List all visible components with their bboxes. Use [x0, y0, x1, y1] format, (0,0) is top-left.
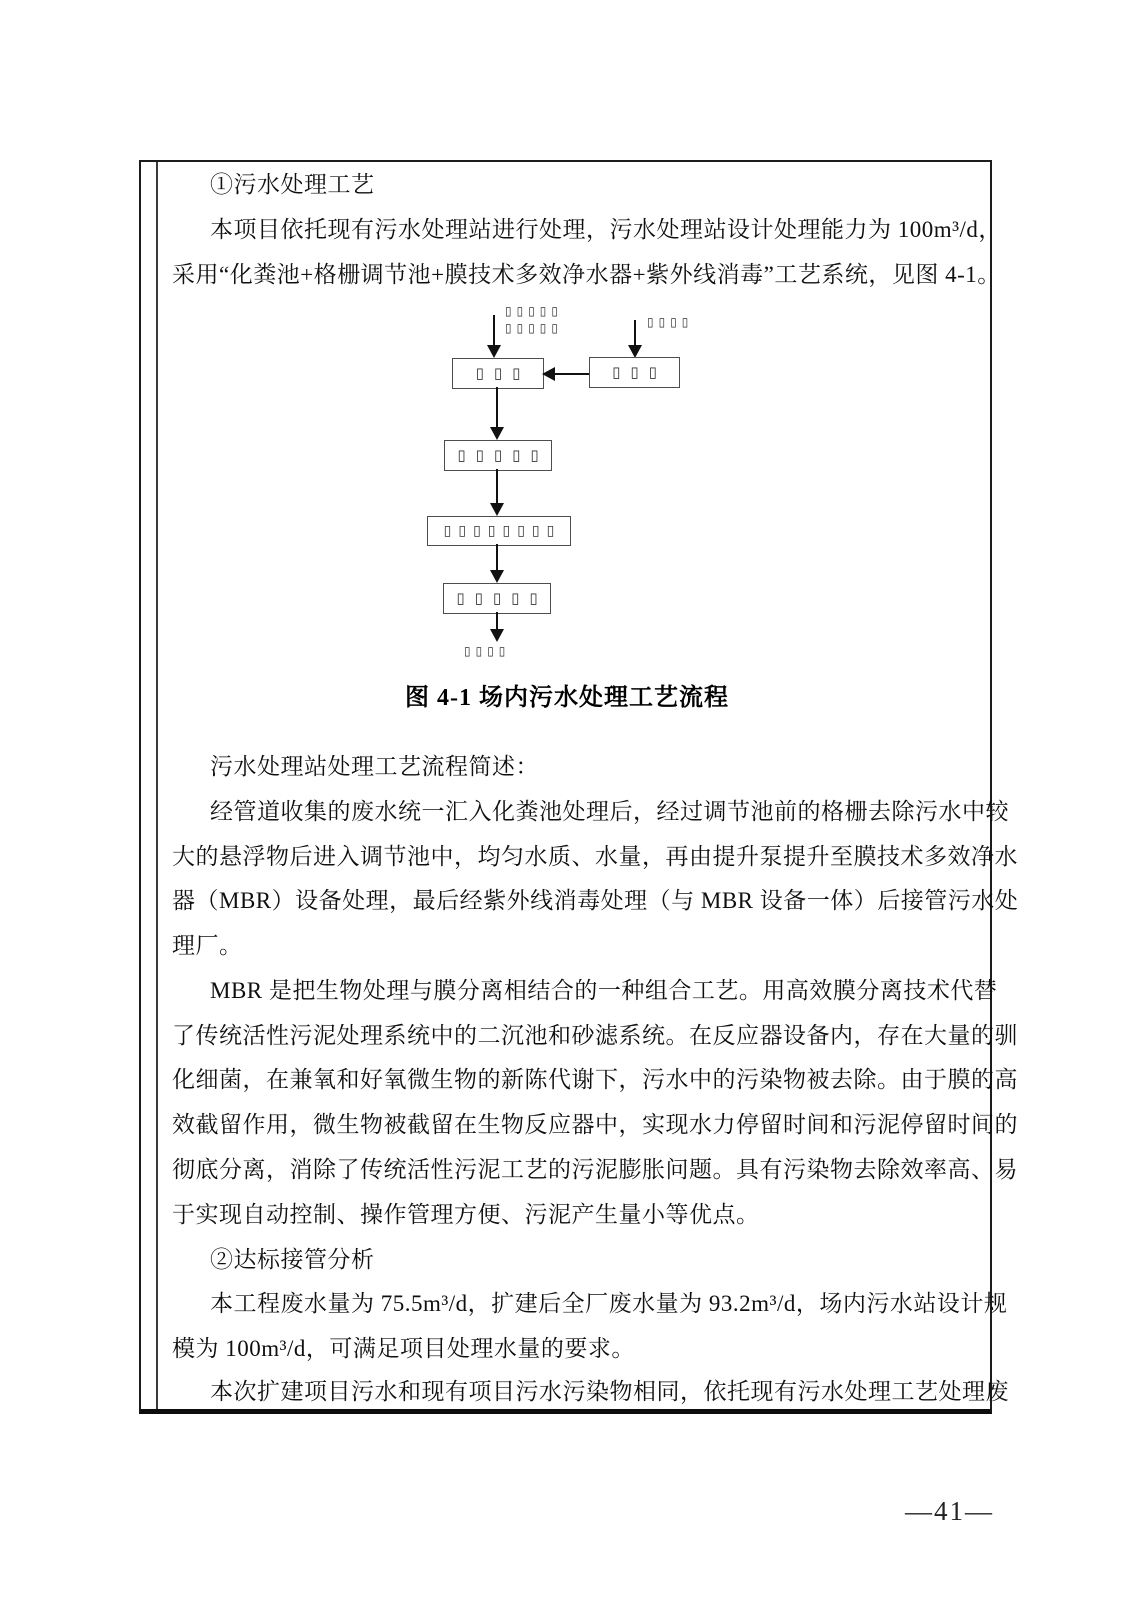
figure-caption: 图 4-1 场内污水处理工艺流程: [405, 685, 729, 711]
intro-line-2: 采用“化粪池+格栅调节池+膜技术多效净水器+紫外线消毒”工艺系统，见图 4-1。: [172, 262, 1001, 287]
body-line: 污水处理站处理工艺流程简述：: [210, 754, 539, 779]
body-line: 化细菌，在兼氧和好氧微生物的新陈代谢下，污水中的污染物被去除。由于膜的高: [172, 1067, 1018, 1092]
flow-box-left: [452, 358, 544, 389]
arrow-right-box-to-left-box: [542, 367, 589, 381]
flow-box-left-label: ▯▯▯: [475, 364, 531, 382]
flow-box-4-label: ▯▯▯▯▯: [456, 589, 548, 607]
section-heading-1: ①污水处理工艺: [210, 172, 375, 197]
arrow-down-2: [490, 469, 504, 516]
flow-box-2-label: ▯▯▯▯▯: [457, 446, 549, 464]
flow-inflow-label-left-row2: ▯▯▯▯▯: [505, 321, 564, 335]
body-line: 大的悬浮物后进入调节池中，均匀水质、水量，再由提升泵提升至膜技术多效净水: [172, 844, 1018, 869]
arrow-down-4: [490, 612, 504, 642]
table-inner-divider: [156, 162, 158, 1409]
flow-box-2: [444, 440, 552, 471]
arrow-down-into-right-box: [628, 320, 642, 358]
flow-box-right-label: ▯▯▯: [612, 363, 667, 381]
flow-box-3: [427, 516, 571, 546]
flow-inflow-label-left-row1: ▯▯▯▯▯: [505, 304, 564, 318]
flow-inflow-label-right: ▯▯▯▯: [647, 315, 694, 329]
body-line: MBR 是把生物处理与膜分离相结合的一种组合工艺。用高效膜分离技术代替: [210, 978, 998, 1003]
body-line: 模为 100m³/d，可满足项目处理水量的要求。: [172, 1336, 635, 1361]
flow-inflow-label-left: [505, 303, 563, 337]
body-line: 本工程废水量为 75.5m³/d，扩建后全厂废水量为 93.2m³/d，场内污水站设计规: [210, 1291, 1008, 1316]
section-heading-2: ②达标接管分析: [210, 1247, 375, 1272]
flow-box-right: [589, 357, 680, 388]
document-table-cell: [139, 160, 1019, 1414]
flow-box-3-label: ▯▯▯▯▯▯▯▯: [443, 523, 562, 539]
body-line: 于实现自动控制、操作管理方便、污泥产生量小等优点。: [172, 1202, 760, 1227]
body-line: 器（MBR）设备处理，最后经紫外线消毒处理（与 MBR 设备一体）后接管污水处: [172, 888, 1019, 913]
flow-box-4: [443, 583, 551, 614]
body-line: 经管道收集的废水统一汇入化粪池处理后，经过调节池前的格栅去除污水中较: [210, 799, 1009, 824]
body-line: 本次扩建项目污水和现有项目污水污染物相同，依托现有污水处理工艺处理废: [210, 1379, 1009, 1404]
arrow-down-3: [490, 544, 504, 583]
flow-outlet-label: ▯▯▯▯: [464, 644, 511, 658]
page-number: —41—: [905, 1496, 994, 1526]
body-line: 理厂。: [172, 933, 243, 958]
arrow-down-1: [490, 387, 504, 440]
body-line: 了传统活性污泥处理系统中的二沉池和砂滤系统。在反应器设备内，存在大量的驯: [172, 1023, 1018, 1048]
body-line: 彻底分离，消除了传统活性污泥工艺的污泥膨胀问题。具有污染物去除效率高、易: [172, 1157, 1018, 1182]
arrow-down-into-left-box: [487, 315, 501, 358]
intro-line-1: 本项目依托现有污水处理站进行处理，污水处理站设计处理能力为 100m³/d，: [210, 217, 1002, 242]
body-line: 效截留作用，微生物被截留在生物反应器中，实现水力停留时间和污泥停留时间的: [172, 1112, 1018, 1137]
